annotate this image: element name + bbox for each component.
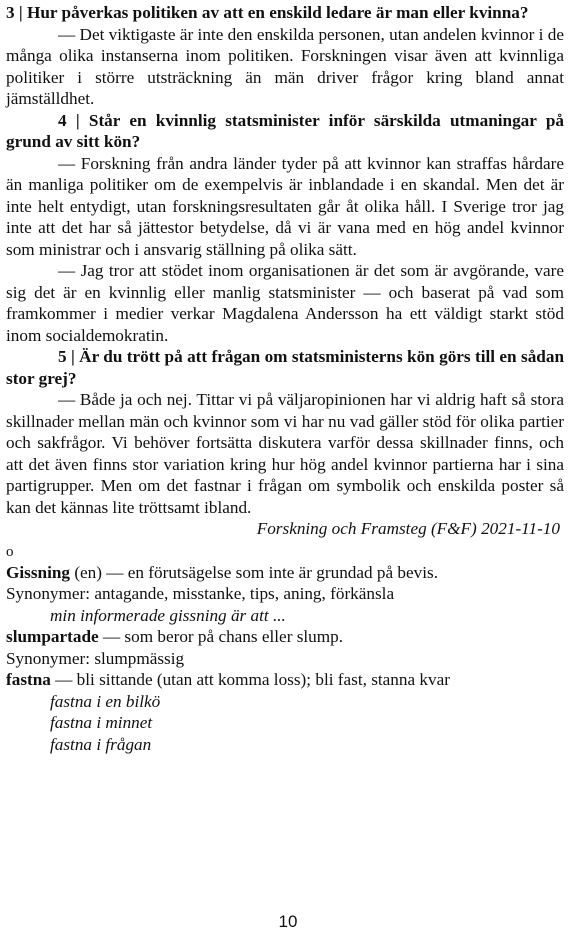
glossary-example: fastna i minnet [50, 713, 153, 732]
glossary-definition: — som beror på chans eller slump. [98, 627, 344, 646]
glossary-grammar: (en) [70, 562, 102, 582]
answer-4-paragraph-1: — Forskning från andra länder tyder på att kvinnor kan straffas hårdare än manliga politiker om de exempelvis är inblandade i en skandal. Men det är inte helt entydigt, utan forskningsresultaten går åt olika håll. I Sverige tror jag inte att det har så jättestor betydelse, då vi är vana med en hög andel kvinnor som ministrar och i ansvarig ställning på olika sätt. [6, 153, 564, 259]
article-page [6, 2, 564, 755]
question-3-number: 3 | [6, 3, 23, 22]
glossary-synonyms: Synonymer: antagande, misstanke, tips, aning, förkänsla [6, 584, 395, 603]
question-5-number: 5 | [58, 347, 75, 366]
glossary-entry-fastna [6, 669, 564, 691]
glossary-synonyms: Synonymer: slumpmässig [6, 648, 185, 668]
answer-3-paragraph-1: — Det viktigaste är inte den enskilda personen, utan andelen kvinnor i de många olika instanserna inom politiken. Forskningen visar även att kvinnliga politiker i större utsträckning än män driver frågor kring bland annat jämställdhet. [6, 24, 564, 108]
glossary-entry-gissning [6, 562, 564, 584]
question-5 [6, 346, 564, 389]
glossary-term: fastna [6, 670, 51, 689]
glossary-definition: — bli sittande (utan att komma loss); bli fast, stanna kvar [50, 670, 450, 689]
article-source: Forskning och Framsteg (F&F) 2021-11-10 [256, 519, 560, 538]
answer-5-paragraph-1: — Både ja och nej. Tittar vi på väljaropinionen har vi aldrig haft så stora skillnader mellan män och kvinnor som vi har nu vad gäller stöd för olika partier och sakfrågor. Vi behöver fortsätta diskutera varför dessa skillnader finns, och att det även finns stor variation kring hur hög andel kvinnor partierna har i sina partigrupper. Men om det fastnar i frågan om symbolik och enskilda poster så kan det kännas lite tröttsamt ibland. [6, 390, 564, 517]
question-3-text: Hur påverkas politiken av att en enskild ledare är man eller kvinna? [26, 3, 529, 22]
question-4-number: 4 | [58, 110, 80, 130]
glossary-entry-slumpartade [6, 626, 564, 648]
question-4-text: Står en kvinnlig statsminister inför särskilda utmaningar på grund av sitt kön? [6, 110, 564, 151]
page-number: 10 [278, 912, 298, 931]
question-3 [6, 2, 564, 24]
answer-4-paragraph-2: — Jag tror att stödet inom organisationen är det som är avgörande, vare sig det är en kvinnlig eller manlig statsminister — och baserat på vad som framkommer i medier verkar Magdalena Andersson ha ett väldigt starkt stöd inom socialdemokratin. [6, 261, 564, 345]
glossary-example: fastna i en bilkö [50, 691, 161, 711]
question-4 [6, 110, 564, 153]
glossary-definition: — en förutsägelse som inte är grundad på bevis. [101, 562, 439, 582]
question-5-text: Är du trött på att frågan om statsministerns kön görs till en sådan stor grej? [6, 347, 564, 388]
glossary-term: Gissning [6, 562, 71, 582]
section-bullet: o [6, 543, 14, 560]
glossary-example: min informerade gissning är att ... [50, 605, 286, 625]
glossary-term: slumpartade [6, 627, 99, 646]
glossary-example: fastna i frågan [50, 734, 152, 754]
